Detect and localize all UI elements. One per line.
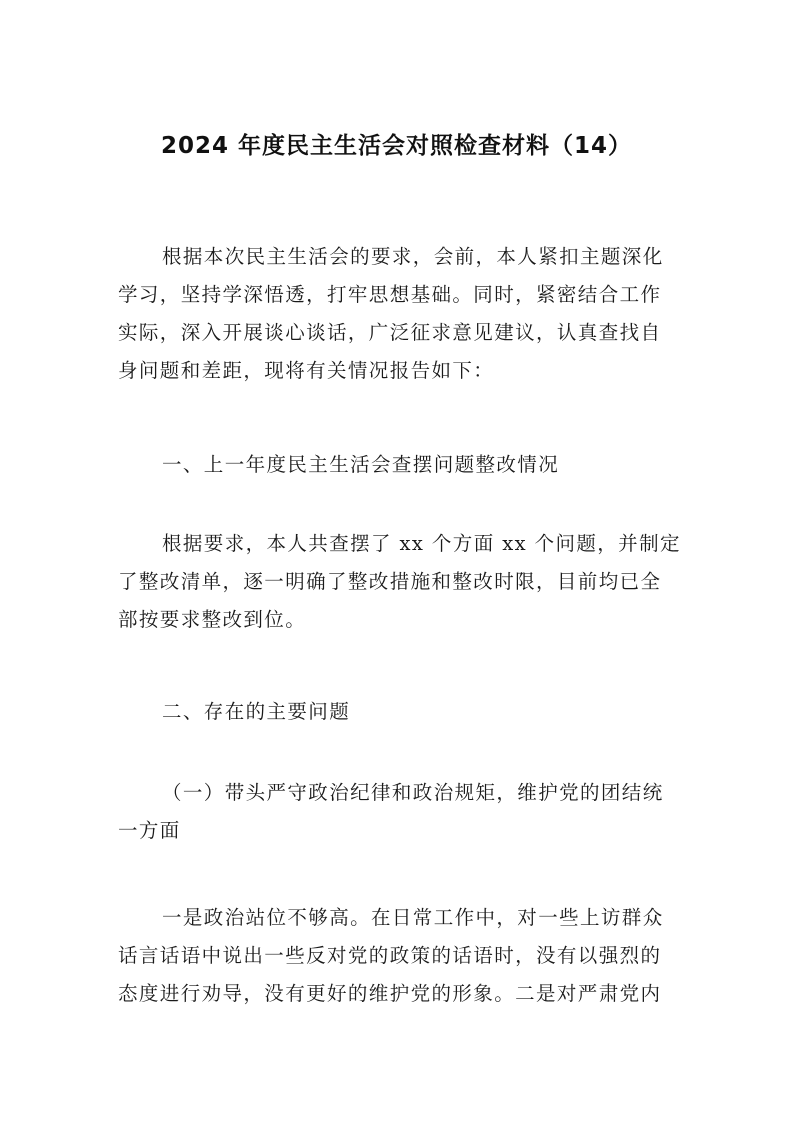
text-line: 学习，坚持学深悟透，打牢思想基础。同时，紧密结合工作: [118, 283, 662, 306]
section-heading-2: [118, 693, 678, 731]
paragraph-section-2-1: [118, 899, 678, 1013]
text-line: 二、存在的主要问题: [162, 700, 351, 723]
text-line: 一方面: [118, 819, 181, 842]
subheading-2-1: [118, 774, 678, 850]
text-line: 部按要求整改到位。: [118, 608, 307, 631]
text-line: 态度进行劝导，没有更好的维护党的形象。二是对严肃党内: [118, 982, 662, 1005]
paragraph-intro: [118, 238, 678, 390]
text-line: 根据本次民主生活会的要求，会前，本人紧扣主题深化: [162, 245, 664, 268]
document-title: 2024 年度民主生活会对照检查材料（14）: [160, 133, 633, 159]
text-line: （一）带头严守政治纪律和政治规矩，维护党的团结统: [162, 781, 664, 804]
text-line: 了整改清单，逐一明确了整改措施和整改时限，目前均已全: [118, 570, 662, 593]
text-line: 一、上一年度民主生活会查摆问题整改情况: [162, 453, 560, 476]
text-line: 一是政治站位不够高。在日常工作中，对一些上访群众: [162, 906, 664, 929]
text-line: 身问题和差距，现将有关情况报告如下：: [118, 359, 495, 382]
text-line: 根据要求，本人共查摆了 xx 个方面 xx 个问题，并制定: [162, 532, 681, 555]
section-heading-1: [118, 446, 678, 484]
paragraph-section-1: [118, 525, 681, 639]
text-line: 话言话语中说出一些反对党的政策的话语时，没有以强烈的: [118, 944, 662, 967]
text-line: 实际，深入开展谈心谈话，广泛征求意见建议，认真查找自: [118, 321, 662, 344]
